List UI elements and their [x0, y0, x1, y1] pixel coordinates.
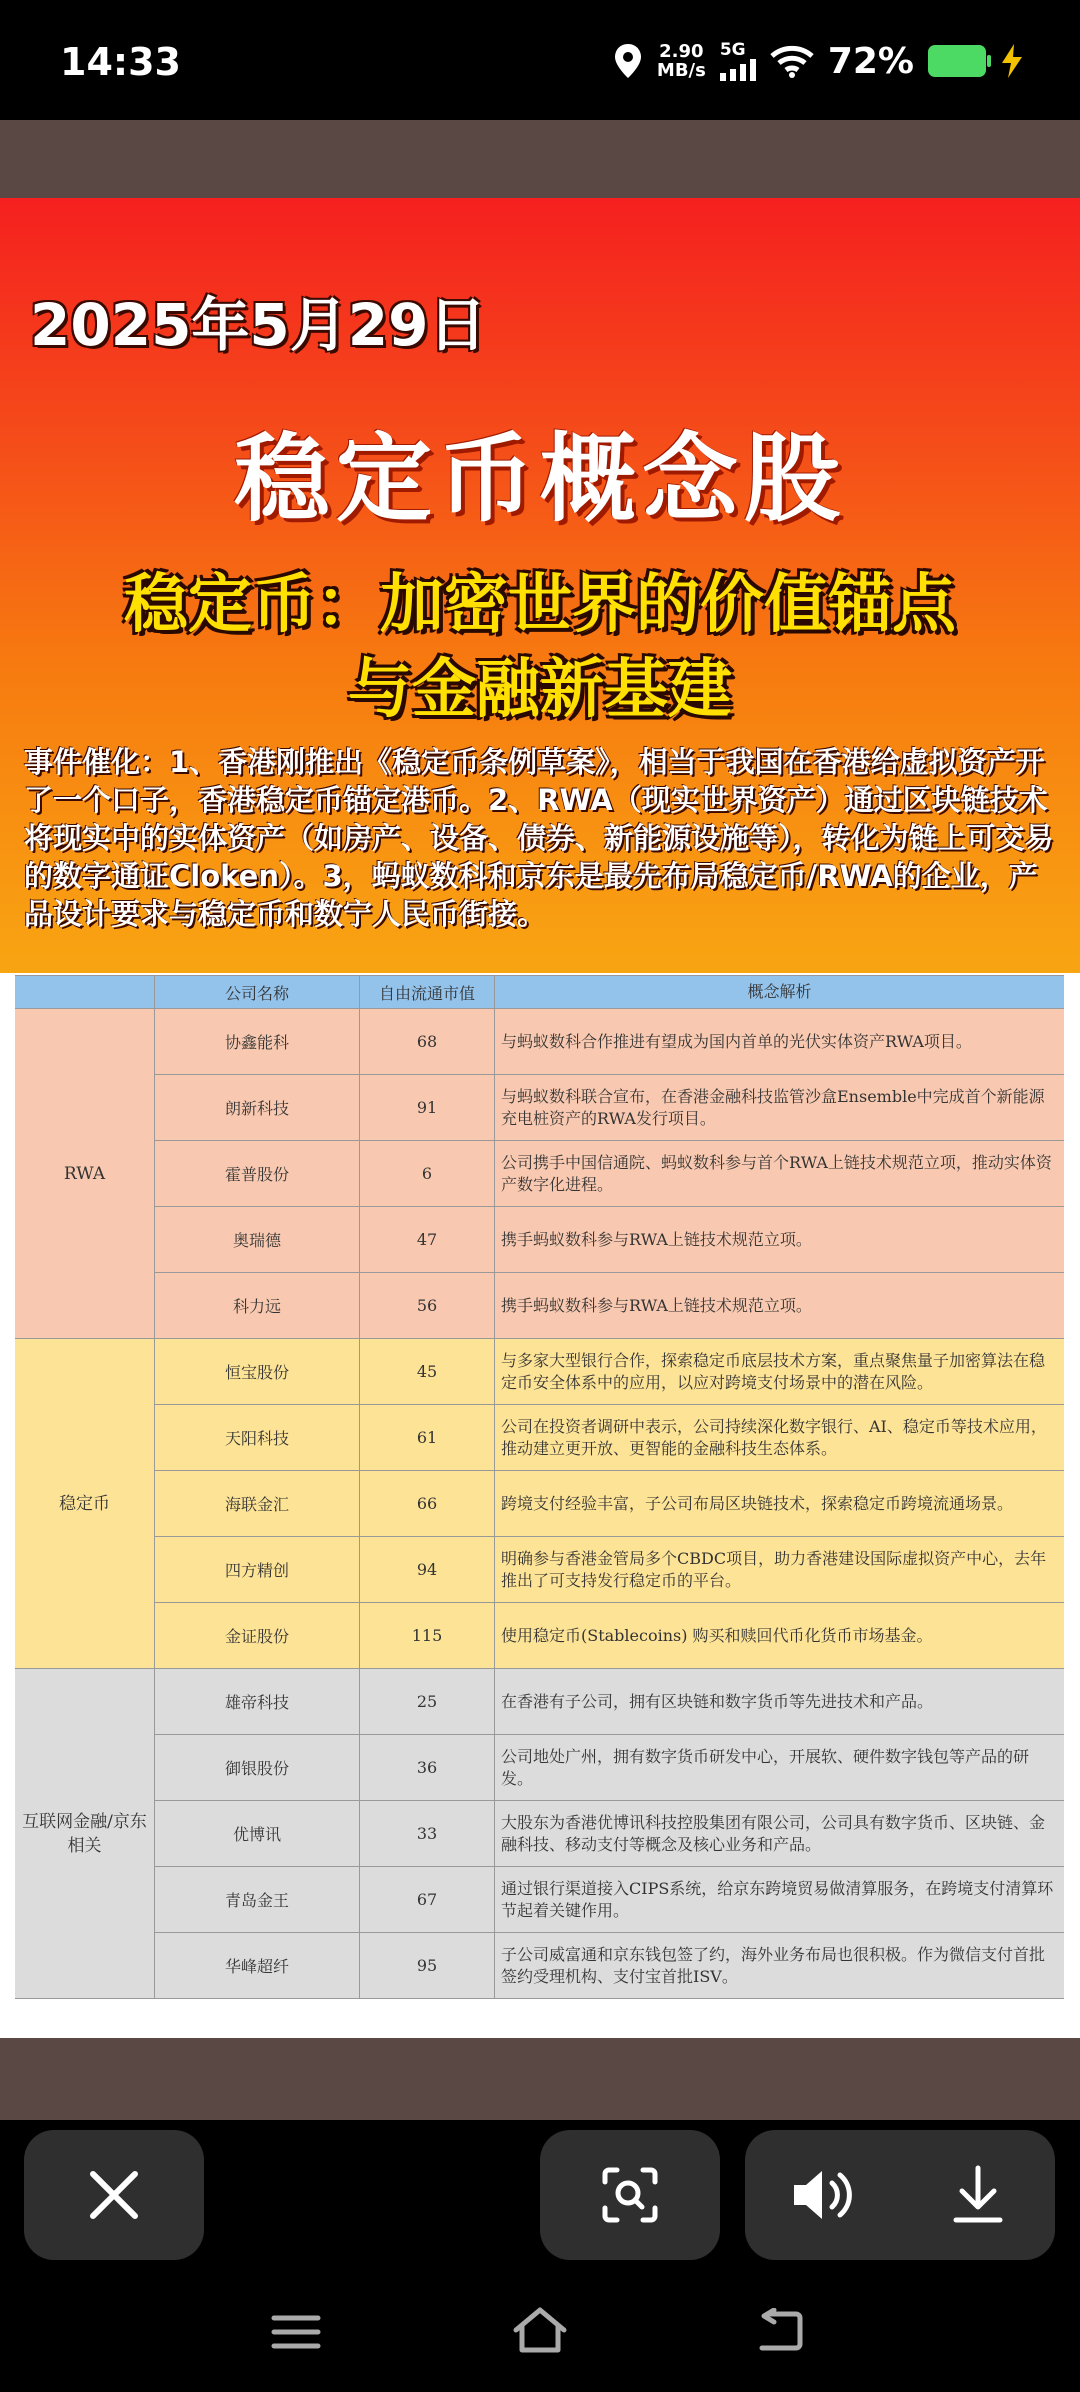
net-speed: 2.90 MB/s [656, 41, 706, 81]
company-name: 御银股份 [155, 1735, 360, 1800]
header-cell: 概念解析 [747, 982, 812, 1001]
status-bar [0, 0, 1080, 120]
market-cap: 36 [360, 1735, 495, 1800]
market-cap: 68 [360, 1009, 495, 1074]
company-name: 四方精创 [155, 1537, 360, 1602]
table-group-rwa [15, 1009, 1064, 1339]
company-name: 霍普股份 [155, 1141, 360, 1206]
company-name: 朗新科技 [155, 1075, 360, 1140]
concept-desc: 明确参与香港金管局多个CBDC项目，助力香港建设国际虚拟资产中心，去年推出了可支持发行稳定币的平台。 [501, 1548, 1047, 1590]
market-cap: 95 [360, 1933, 495, 1998]
poster-event-text: 事件催化：1、香港刚推出《稳定币条例草案》，相当于我国在香港给虚拟资产开了一个口子，香港稳定币锚定港币。2、RWA（现实世界资产）通过区块链技术将现实中的实体资产（如房产、设备、债券、新能源设施等），转化为链上可交易的数字通证Cloken）。3，蚂蚁数科和京东是最先布局稳定币/RWA的企业，产品设计要求与稳定币和数宁人民币街接。 [24, 745, 1054, 931]
home-icon[interactable] [510, 2304, 570, 2356]
market-cap: 67 [360, 1867, 495, 1932]
poster-title: 稳定币概念股 [234, 423, 846, 535]
group-label: 稳定币 [15, 1339, 155, 1669]
media-controls [745, 2130, 1055, 2260]
download-button[interactable] [918, 2135, 1038, 2255]
recent-apps-icon[interactable] [270, 2312, 322, 2352]
table-row [155, 1801, 1064, 1867]
market-cap: 56 [360, 1273, 495, 1338]
table-group-stablecoin [15, 1339, 1064, 1669]
concept-desc: 子公司威富通和京东钱包签了约，海外业务布局也很积极。作为微信支付首批签约受理机构、支付宝首批ISV。 [501, 1944, 1046, 1986]
table-row [155, 1207, 1064, 1273]
back-icon[interactable] [752, 2308, 804, 2354]
company-name: 金证股份 [155, 1603, 360, 1668]
company-name: 协鑫能科 [155, 1009, 360, 1074]
table-row [155, 1075, 1064, 1141]
stock-table [15, 975, 1064, 1999]
table-row [155, 1669, 1064, 1735]
concept-desc: 在香港有子公司，拥有区块链和数字货币等先进技术和产品。 [501, 1691, 934, 1711]
table-header [15, 975, 1064, 1009]
market-cap: 61 [360, 1405, 495, 1470]
poster-subtitle-2: 与金融新基建 [348, 653, 732, 727]
scan-search-icon [601, 2166, 659, 2224]
company-name: 奥瑞德 [155, 1207, 360, 1272]
battery-icon [928, 45, 986, 77]
market-cap: 25 [360, 1669, 495, 1734]
poster-subtitle-1: 稳定币：加密世界的价值锚点 [124, 568, 956, 642]
concept-desc: 公司地处广州，拥有数字货币研发中心，开展软、硬件数字钱包等产品的研发。 [501, 1746, 1030, 1788]
concept-desc: 与蚂蚁数科合作推进有望成为国内首单的光伏实体资产RWA项目。 [501, 1031, 972, 1051]
signal-indicator [720, 41, 756, 81]
company-name: 雄帝科技 [155, 1669, 360, 1734]
header-cell: 自由流通市值 [360, 976, 495, 1008]
status-time: 14:33 [60, 40, 181, 84]
table-row [155, 1405, 1064, 1471]
market-cap: 66 [360, 1471, 495, 1536]
group-label: 互联网金融/京东相关 [15, 1669, 155, 1999]
close-button[interactable] [24, 2130, 204, 2260]
market-cap: 6 [360, 1141, 495, 1206]
charging-icon [1000, 44, 1024, 78]
market-cap: 45 [360, 1339, 495, 1404]
market-cap: 91 [360, 1075, 495, 1140]
company-name: 天阳科技 [155, 1405, 360, 1470]
poster-date: 2025年5月29日 [30, 291, 487, 359]
image-search-button[interactable] [540, 2130, 720, 2260]
market-cap: 115 [360, 1603, 495, 1668]
market-cap: 94 [360, 1537, 495, 1602]
company-name: 科力远 [155, 1273, 360, 1338]
header-cell [15, 976, 155, 1008]
table-row [155, 1339, 1064, 1405]
location-icon [613, 42, 643, 80]
concept-desc: 使用稳定币(Stablecoins) 购买和赎回代币化货币市场基金。 [501, 1625, 933, 1645]
table-row [155, 1867, 1064, 1933]
table-row [155, 1471, 1064, 1537]
company-name: 青岛金王 [155, 1867, 360, 1932]
status-icons [613, 36, 1024, 86]
concept-desc: 公司在投资者调研中表示，公司持续深化数字银行、AI、稳定币等技术应用，推动建立更开放、更智能的金融科技生态体系。 [501, 1416, 1047, 1458]
poster-image [0, 198, 1080, 2038]
group-label: RWA [15, 1009, 155, 1339]
download-icon [950, 2164, 1006, 2226]
wifi-icon [770, 44, 814, 78]
market-cap: 33 [360, 1801, 495, 1866]
company-name: 华峰超纤 [155, 1933, 360, 1998]
sound-button[interactable] [763, 2135, 883, 2255]
header-cell: 公司名称 [155, 976, 360, 1008]
table-group-internet-finance [15, 1669, 1064, 1999]
company-name: 海联金汇 [155, 1471, 360, 1536]
company-name: 恒宝股份 [155, 1339, 360, 1404]
signal-icon [720, 59, 756, 81]
concept-desc: 携手蚂蚁数科参与RWA上链技术规范立项。 [501, 1295, 812, 1315]
network-type: 5G [719, 40, 746, 60]
concept-desc: 与蚂蚁数科联合宣布，在香港金融科技监管沙盒Ensemble中完成首个新能源充电桩资产的RWA发行项目。 [501, 1086, 1045, 1128]
navigation-bar [0, 2290, 1080, 2392]
table-row [155, 1933, 1064, 1999]
concept-desc: 跨境支付经验丰富，子公司布局区块链技术，探索稳定币跨境流通场景。 [501, 1493, 1014, 1513]
close-icon [87, 2168, 141, 2222]
market-cap: 47 [360, 1207, 495, 1272]
table-row [155, 1735, 1064, 1801]
poster-banner [0, 198, 1080, 973]
concept-desc: 与多家大型银行合作，探索稳定币底层技术方案，重点聚焦量子加密算法在稳定币安全体系中的应用，以应对跨境支付场景中的潜在风险。 [501, 1350, 1046, 1392]
table-row [155, 1273, 1064, 1339]
concept-desc: 通过银行渠道接入CIPS系统，给京东跨境贸易做清算服务，在跨境支付清算环节起着关键作用。 [501, 1878, 1054, 1920]
concept-desc: 公司携手中国信通院、蚂蚁数科参与首个RWA上链技术规范立项，推动实体资产数字化进程。 [501, 1152, 1052, 1194]
battery-percent: 72% [827, 40, 914, 82]
table-row [155, 1537, 1064, 1603]
company-name: 优博讯 [155, 1801, 360, 1866]
concept-desc: 携手蚂蚁数科参与RWA上链技术规范立项。 [501, 1229, 812, 1249]
speaker-icon [790, 2167, 856, 2223]
table-row [155, 1141, 1064, 1207]
table-row [155, 1009, 1064, 1075]
concept-desc: 大股东为香港优博讯科技控股集团有限公司，公司具有数字货币、区块链、金融科技、移动支付等概念及核心业务和产品。 [501, 1812, 1046, 1854]
table-row [155, 1603, 1064, 1669]
